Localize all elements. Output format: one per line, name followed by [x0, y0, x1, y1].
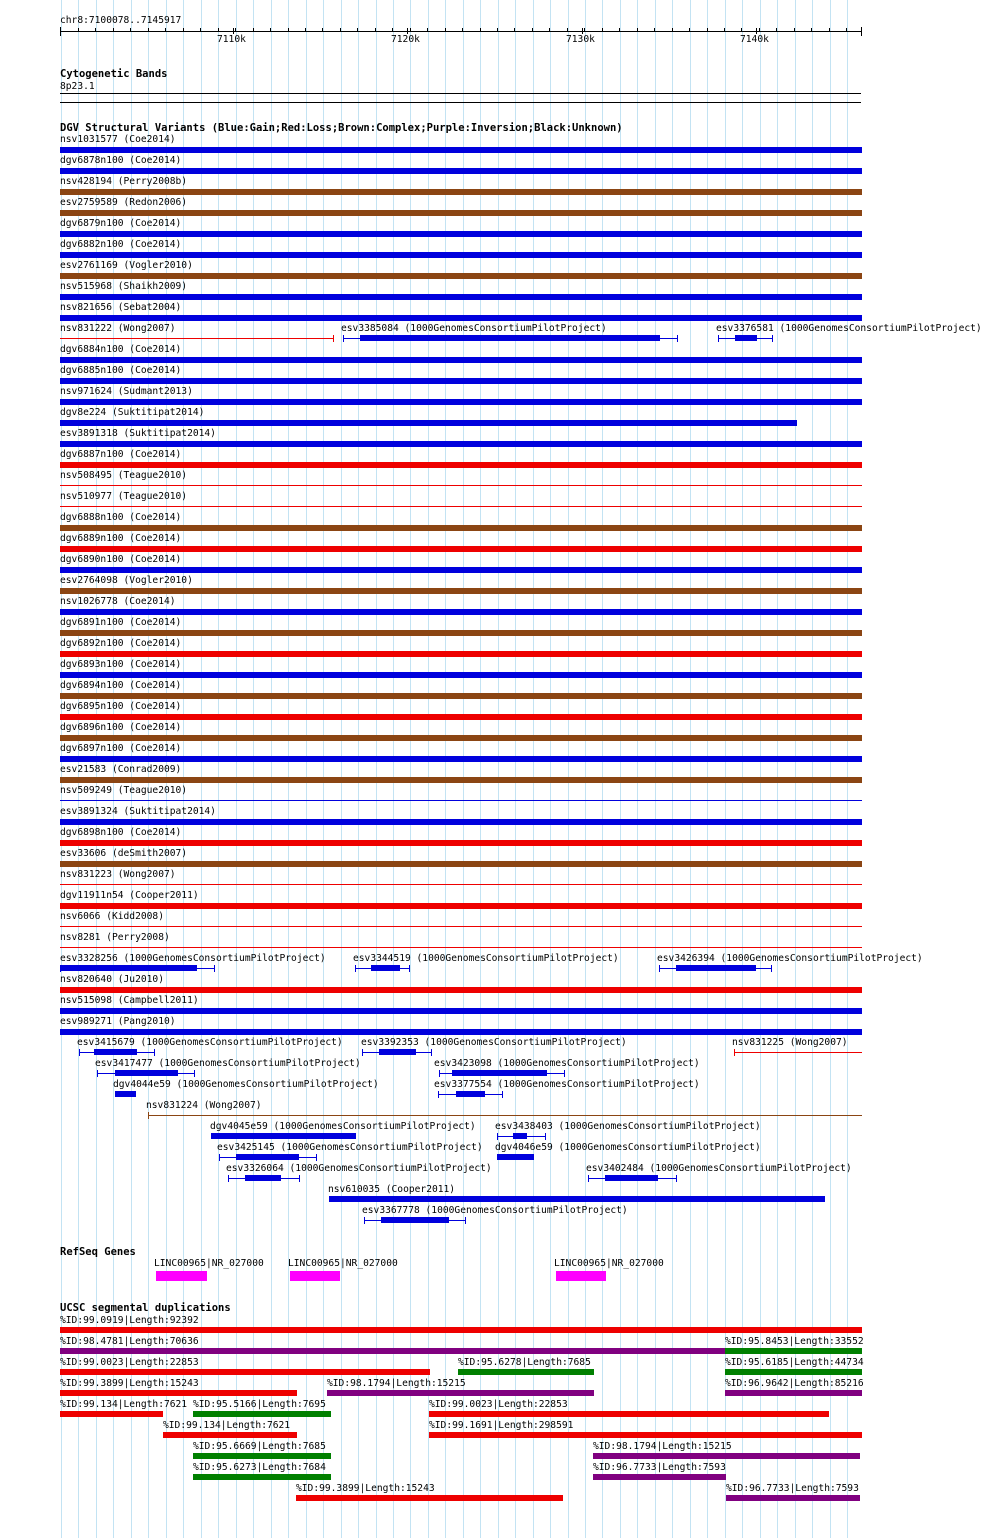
- variant-label[interactable]: nsv831224 (Wong2007): [146, 1100, 262, 1111]
- variant-label[interactable]: dgv6879n100 (Coe2014): [60, 218, 182, 229]
- ruler-minor-tick: [148, 28, 149, 31]
- refseq-track-title: RefSeq Genes: [60, 1246, 136, 1258]
- ruler-minor-tick: [829, 28, 830, 31]
- ruler-minor-tick: [305, 28, 306, 31]
- variant-label[interactable]: dgv11911n54 (Cooper2011): [60, 890, 199, 901]
- variant-label[interactable]: dgv6897n100 (Coe2014): [60, 743, 182, 754]
- ruler-minor-tick: [759, 28, 760, 31]
- segdup-bar[interactable]: [725, 1348, 862, 1354]
- ruler-minor-tick: [427, 28, 428, 31]
- variant-end[interactable]: [228, 1175, 229, 1182]
- variant-bar[interactable]: [60, 777, 862, 783]
- variant-bar[interactable]: [497, 1154, 534, 1160]
- variant-label[interactable]: nsv610035 (Cooper2011): [328, 1184, 456, 1195]
- ruler-tick-label: 7130k: [566, 34, 595, 45]
- variant-label[interactable]: esv3438403 (1000GenomesConsortiumPilotProject): [495, 1121, 761, 1132]
- ruler-minor-tick: [183, 28, 184, 31]
- ruler-minor-tick: [532, 28, 533, 31]
- ruler-minor-tick: [288, 28, 289, 31]
- variant-bar[interactable]: [452, 1070, 547, 1076]
- ruler-minor-tick: [165, 28, 166, 31]
- variant-end[interactable]: [194, 1070, 195, 1077]
- ruler-minor-tick: [270, 28, 271, 31]
- ruler-minor-tick: [375, 28, 376, 31]
- variant-bar[interactable]: [60, 819, 862, 825]
- variant-bar[interactable]: [60, 672, 862, 678]
- variant-label[interactable]: esv3415679 (1000GenomesConsortiumPilotProject): [77, 1037, 343, 1048]
- segdup-label[interactable]: %ID:99.1691|Length:298591: [429, 1420, 574, 1431]
- segdup-bar[interactable]: [593, 1453, 860, 1459]
- variant-label[interactable]: dgv6893n100 (Coe2014): [60, 659, 182, 670]
- variant-end[interactable]: [772, 335, 773, 342]
- variant-label[interactable]: dgv6891n100 (Coe2014): [60, 617, 182, 628]
- ruler-minor-tick: [113, 28, 114, 31]
- variant-label[interactable]: nsv8281 (Perry2008): [60, 932, 170, 943]
- variant-label[interactable]: nsv509249 (Teague2010): [60, 785, 188, 796]
- variant-bar[interactable]: [360, 335, 660, 341]
- variant-bar[interactable]: [60, 357, 862, 363]
- segdup-bar[interactable]: [296, 1495, 563, 1501]
- variant-bar[interactable]: [60, 947, 862, 948]
- segdup-track-title: UCSC segmental duplications: [60, 1302, 231, 1314]
- segdup-bar[interactable]: [725, 1390, 862, 1396]
- variant-bar[interactable]: [513, 1133, 527, 1139]
- variant-bar[interactable]: [60, 735, 862, 741]
- ruler-minor-tick: [846, 28, 847, 31]
- variant-end[interactable]: [439, 1070, 440, 1077]
- ruler-minor-tick: [637, 28, 638, 31]
- variant-end[interactable]: [502, 1091, 503, 1098]
- ruler-tick-label: 7120k: [391, 34, 420, 45]
- variant-bar[interactable]: [60, 399, 862, 405]
- gene-bar[interactable]: [156, 1271, 207, 1281]
- variant-bar[interactable]: [371, 965, 400, 971]
- variant-label[interactable]: dgv4044e59 (1000GenomesConsortiumPilotProject): [113, 1079, 379, 1090]
- variant-label[interactable]: esv3425145 (1000GenomesConsortiumPilotProject): [217, 1142, 483, 1153]
- ruler-minor-tick: [445, 28, 446, 31]
- variant-bar[interactable]: [60, 861, 862, 867]
- segdup-bar[interactable]: [458, 1369, 594, 1375]
- variant-end[interactable]: [219, 1154, 220, 1161]
- variant-bar[interactable]: [381, 1217, 449, 1223]
- variant-end[interactable]: [364, 1217, 365, 1224]
- variant-label[interactable]: dgv8e224 (Suktitipat2014): [60, 407, 205, 418]
- segdup-bar[interactable]: [60, 1411, 163, 1417]
- ruler-minor-tick: [410, 28, 411, 31]
- segdup-label[interactable]: %ID:96.7733|Length:7593: [593, 1462, 726, 1473]
- gene-label[interactable]: LINC00965|NR_027000: [288, 1258, 398, 1269]
- ruler-minor-tick: [672, 28, 673, 31]
- variant-label[interactable]: dgv6887n100 (Coe2014): [60, 449, 182, 460]
- variant-end[interactable]: [79, 1049, 80, 1056]
- variant-label[interactable]: esv3377554 (1000GenomesConsortiumPilotProject): [434, 1079, 700, 1090]
- variant-bar[interactable]: [60, 987, 862, 993]
- variant-label[interactable]: dgv6898n100 (Coe2014): [60, 827, 182, 838]
- variant-bar[interactable]: [60, 840, 862, 846]
- ruler-minor-tick: [340, 28, 341, 31]
- variant-label[interactable]: nsv515098 (Campbell2011): [60, 995, 199, 1006]
- ruler-minor-tick: [497, 28, 498, 31]
- segdup-label[interactable]: %ID:98.1794|Length:15215: [327, 1378, 466, 1389]
- variant-end[interactable]: [588, 1175, 589, 1182]
- variant-bar[interactable]: [60, 315, 862, 321]
- variant-bar[interactable]: [60, 294, 862, 300]
- variant-end[interactable]: [97, 1070, 98, 1077]
- ruler-line: [60, 31, 861, 32]
- variant-bar[interactable]: [60, 651, 862, 657]
- ruler-minor-tick: [235, 28, 236, 31]
- variant-label[interactable]: esv3344519 (1000GenomesConsortiumPilotProject): [353, 953, 619, 964]
- variant-bar[interactable]: [60, 252, 862, 258]
- variant-label[interactable]: nsv831223 (Wong2007): [60, 869, 176, 880]
- ruler-tick-label: 7110k: [217, 34, 246, 45]
- segdup-bar[interactable]: [163, 1432, 297, 1438]
- cytoband-line: [60, 93, 861, 94]
- variant-bar[interactable]: [734, 1052, 862, 1053]
- variant-label[interactable]: esv2759589 (Redon2006): [60, 197, 188, 208]
- segdup-label[interactable]: %ID:96.7733|Length:7593: [726, 1483, 859, 1494]
- variant-label[interactable]: esv3423098 (1000GenomesConsortiumPilotProject): [434, 1058, 700, 1069]
- segdup-bar[interactable]: [725, 1369, 862, 1375]
- variant-label[interactable]: nsv821656 (Sebat2004): [60, 302, 182, 313]
- variant-bar[interactable]: [60, 1008, 862, 1014]
- variant-label[interactable]: esv3891318 (Suktitipat2014): [60, 428, 216, 439]
- variant-bar[interactable]: [115, 1070, 178, 1076]
- variant-bar[interactable]: [148, 1115, 862, 1116]
- variant-label[interactable]: esv2764098 (Vogler2010): [60, 575, 193, 586]
- segdup-label[interactable]: %ID:95.6669|Length:7685: [193, 1441, 326, 1452]
- segdup-label[interactable]: %ID:95.6273|Length:7684: [193, 1462, 326, 1473]
- variant-label[interactable]: nsv1026778 (Coe2014): [60, 596, 176, 607]
- variant-end[interactable]: [497, 1133, 498, 1140]
- variant-end[interactable]: [465, 1217, 466, 1224]
- variant-bar-end[interactable]: [333, 335, 334, 342]
- variant-end[interactable]: [355, 965, 356, 972]
- variant-label[interactable]: esv2761169 (Vogler2010): [60, 260, 193, 271]
- variant-bar[interactable]: [60, 756, 862, 762]
- variant-label[interactable]: nsv831225 (Wong2007): [732, 1037, 848, 1048]
- ruler-minor-tick: [602, 28, 603, 31]
- variant-end[interactable]: [564, 1070, 565, 1077]
- variant-end[interactable]: [409, 965, 410, 972]
- segdup-bar[interactable]: [60, 1369, 430, 1375]
- variant-label[interactable]: esv989271 (Pang2010): [60, 1016, 176, 1027]
- variant-bar[interactable]: [60, 525, 862, 531]
- variant-bar[interactable]: [60, 567, 862, 573]
- segdup-label[interactable]: %ID:99.3899|Length:15243: [60, 1378, 199, 1389]
- gene-bar[interactable]: [556, 1271, 606, 1281]
- variant-bar[interactable]: [60, 441, 862, 447]
- variant-bar[interactable]: [60, 338, 334, 339]
- segdup-bar[interactable]: [193, 1453, 331, 1459]
- variant-label[interactable]: esv3385084 (1000GenomesConsortiumPilotProject): [341, 323, 607, 334]
- variant-label[interactable]: dgv6889n100 (Coe2014): [60, 533, 182, 544]
- ruler-minor-tick: [689, 28, 690, 31]
- segdup-bar[interactable]: [593, 1474, 726, 1480]
- ruler-minor-tick: [811, 28, 812, 31]
- variant-label[interactable]: dgv6878n100 (Coe2014): [60, 155, 182, 166]
- ruler-minor-tick: [567, 28, 568, 31]
- segdup-label[interactable]: %ID:99.134|Length:7621: [163, 1420, 291, 1431]
- cytoband-track-title: Cytogenetic Bands: [60, 68, 168, 80]
- variant-bar[interactable]: [60, 273, 862, 279]
- variant-label[interactable]: dgv6882n100 (Coe2014): [60, 239, 182, 250]
- variant-end[interactable]: [676, 1175, 677, 1182]
- variant-end[interactable]: [154, 1049, 155, 1056]
- variant-end[interactable]: [438, 1091, 439, 1098]
- gene-label[interactable]: LINC00965|NR_027000: [154, 1258, 264, 1269]
- variant-end[interactable]: [148, 1112, 149, 1119]
- segdup-label[interactable]: %ID:99.3899|Length:15243: [296, 1483, 435, 1494]
- variant-bar[interactable]: [60, 609, 862, 615]
- cytoband-line: [60, 102, 861, 103]
- variant-bar[interactable]: [60, 903, 862, 909]
- variant-end[interactable]: [362, 1049, 363, 1056]
- ruler-minor-tick: [707, 28, 708, 31]
- variant-bar[interactable]: [735, 335, 757, 341]
- variant-label[interactable]: dgv6888n100 (Coe2014): [60, 512, 182, 523]
- variant-bar[interactable]: [456, 1091, 485, 1097]
- variant-label[interactable]: nsv510977 (Teague2010): [60, 491, 188, 502]
- variant-label[interactable]: dgv4046e59 (1000GenomesConsortiumPilotProject): [495, 1142, 761, 1153]
- variant-end[interactable]: [659, 965, 660, 972]
- variant-bar[interactable]: [379, 1049, 416, 1055]
- segdup-label[interactable]: %ID:95.5166|Length:7695: [193, 1399, 326, 1410]
- variant-bar[interactable]: [94, 1049, 137, 1055]
- ruler-minor-tick: [514, 28, 515, 31]
- variant-bar[interactable]: [676, 965, 756, 971]
- variant-label[interactable]: dgv6895n100 (Coe2014): [60, 701, 182, 712]
- segdup-label[interactable]: %ID:98.4781|Length:70636: [60, 1336, 199, 1347]
- variant-end[interactable]: [771, 965, 772, 972]
- segdup-bar[interactable]: [60, 1390, 297, 1396]
- variant-label[interactable]: dgv6892n100 (Coe2014): [60, 638, 182, 649]
- ruler-minor-tick: [357, 28, 358, 31]
- ruler-minor-tick: [480, 28, 481, 31]
- variant-end[interactable]: [718, 335, 719, 342]
- segdup-label[interactable]: %ID:95.8453|Length:33552: [725, 1336, 864, 1347]
- variant-bar[interactable]: [60, 189, 862, 195]
- ruler-tick-label: 7140k: [740, 34, 769, 45]
- dgv-track-title: DGV Structural Variants (Blue:Gain;Red:Loss;Brown:Complex;Purple:Inversion;Black:Unknown): [60, 122, 623, 134]
- variant-end[interactable]: [545, 1133, 546, 1140]
- variant-bar[interactable]: [236, 1154, 299, 1160]
- segdup-bar[interactable]: [726, 1495, 860, 1501]
- segdup-label[interactable]: %ID:95.6278|Length:7685: [458, 1357, 591, 1368]
- variant-label[interactable]: esv3402484 (1000GenomesConsortiumPilotProject): [586, 1163, 852, 1174]
- variant-label[interactable]: esv21583 (Conrad2009): [60, 764, 182, 775]
- variant-label[interactable]: nsv428194 (Perry2008b): [60, 176, 188, 187]
- ruler-minor-tick: [619, 28, 620, 31]
- variant-label[interactable]: nsv1031577 (Coe2014): [60, 134, 176, 145]
- variant-label[interactable]: dgv6894n100 (Coe2014): [60, 680, 182, 691]
- variant-bar[interactable]: [60, 168, 862, 174]
- variant-bar[interactable]: [60, 884, 862, 885]
- segdup-label[interactable]: %ID:99.0023|Length:22853: [429, 1399, 568, 1410]
- variant-bar[interactable]: [60, 462, 862, 468]
- ruler-minor-tick: [584, 28, 585, 31]
- cytoband-label[interactable]: 8p23.1: [60, 81, 95, 92]
- variant-bar[interactable]: [60, 588, 862, 594]
- segdup-label[interactable]: %ID:95.6185|Length:44734: [725, 1357, 864, 1368]
- variant-bar[interactable]: [60, 1029, 862, 1035]
- segdup-bar[interactable]: [193, 1474, 331, 1480]
- segdup-label[interactable]: %ID:99.0023|Length:22853: [60, 1357, 199, 1368]
- ruler-minor-tick: [130, 28, 131, 31]
- segdup-bar[interactable]: [429, 1432, 862, 1438]
- variant-bar[interactable]: [245, 1175, 281, 1181]
- ruler-minor-tick: [462, 28, 463, 31]
- variant-bar[interactable]: [60, 546, 862, 552]
- variant-label[interactable]: nsv831222 (Wong2007): [60, 323, 176, 334]
- variant-bar[interactable]: [211, 1133, 356, 1139]
- variant-bar[interactable]: [60, 630, 862, 636]
- variant-label[interactable]: dgv6884n100 (Coe2014): [60, 344, 182, 355]
- variant-end[interactable]: [214, 965, 215, 972]
- ruler-minor-tick: [794, 28, 795, 31]
- ruler-end-tick-right: [861, 27, 862, 36]
- variant-end[interactable]: [677, 335, 678, 342]
- segdup-label[interactable]: %ID:98.1794|Length:15215: [593, 1441, 732, 1452]
- variant-bar[interactable]: [60, 231, 862, 237]
- ruler-minor-tick: [322, 28, 323, 31]
- variant-label[interactable]: nsv515968 (Shaikh2009): [60, 281, 188, 292]
- region-label: chr8:7100078..7145917: [60, 15, 182, 26]
- variant-label[interactable]: esv3328256 (1000GenomesConsortiumPilotProject): [60, 953, 326, 964]
- gene-label[interactable]: LINC00965|NR_027000: [554, 1258, 664, 1269]
- variant-label[interactable]: esv3417477 (1000GenomesConsortiumPilotProject): [95, 1058, 361, 1069]
- variant-label[interactable]: esv33606 (deSmith2007): [60, 848, 188, 859]
- variant-bar[interactable]: [60, 506, 862, 507]
- ruler-end-tick-left: [60, 27, 61, 36]
- segdup-label[interactable]: %ID:99.134|Length:7621: [60, 1399, 188, 1410]
- variant-bar[interactable]: [115, 1091, 136, 1097]
- variant-bar[interactable]: [60, 693, 862, 699]
- variant-bar[interactable]: [329, 1196, 825, 1202]
- ruler-minor-tick: [549, 28, 550, 31]
- variant-label[interactable]: dgv4045e59 (1000GenomesConsortiumPilotProject): [210, 1121, 476, 1132]
- variant-label[interactable]: dgv6885n100 (Coe2014): [60, 365, 182, 376]
- variant-end[interactable]: [431, 1049, 432, 1056]
- variant-end[interactable]: [343, 335, 344, 342]
- ruler-minor-tick: [95, 28, 96, 31]
- variant-label[interactable]: dgv6896n100 (Coe2014): [60, 722, 182, 733]
- segdup-bar[interactable]: [429, 1411, 829, 1417]
- variant-bar[interactable]: [60, 926, 862, 927]
- segdup-bar[interactable]: [60, 1348, 725, 1354]
- variant-label[interactable]: esv3326064 (1000GenomesConsortiumPilotProject): [226, 1163, 492, 1174]
- ruler-minor-tick: [200, 28, 201, 31]
- variant-bar[interactable]: [60, 420, 797, 426]
- variant-bar[interactable]: [60, 714, 862, 720]
- variant-end[interactable]: [316, 1154, 317, 1161]
- variant-label[interactable]: nsv820640 (Ju2010): [60, 974, 164, 985]
- variant-end[interactable]: [299, 1175, 300, 1182]
- variant-label[interactable]: esv3392353 (1000GenomesConsortiumPilotProject): [361, 1037, 627, 1048]
- variant-bar[interactable]: [60, 378, 862, 384]
- ruler-minor-tick: [392, 28, 393, 31]
- segdup-label[interactable]: %ID:96.9642|Length:85216: [725, 1378, 864, 1389]
- variant-bar[interactable]: [60, 800, 862, 801]
- gene-bar[interactable]: [290, 1271, 340, 1281]
- variant-bar[interactable]: [60, 485, 862, 486]
- variant-label[interactable]: nsv971624 (Sudmant2013): [60, 386, 193, 397]
- variant-label[interactable]: esv3367778 (1000GenomesConsortiumPilotProject): [362, 1205, 628, 1216]
- segdup-bar[interactable]: [327, 1390, 594, 1396]
- segdup-bar[interactable]: [60, 1327, 862, 1333]
- variant-label[interactable]: dgv6890n100 (Coe2014): [60, 554, 182, 565]
- variant-end[interactable]: [734, 1049, 735, 1056]
- ruler-minor-tick: [253, 28, 254, 31]
- ruler-minor-tick: [654, 28, 655, 31]
- variant-bar[interactable]: [60, 147, 862, 153]
- ruler-minor-tick: [724, 28, 725, 31]
- variant-label[interactable]: esv3891324 (Suktitipat2014): [60, 806, 216, 817]
- variant-label[interactable]: nsv508495 (Teague2010): [60, 470, 188, 481]
- ruler-minor-tick: [776, 28, 777, 31]
- ruler-minor-tick: [78, 28, 79, 31]
- segdup-label[interactable]: %ID:99.0919|Length:92392: [60, 1315, 199, 1326]
- ruler-minor-tick: [741, 28, 742, 31]
- variant-label[interactable]: nsv6066 (Kidd2008): [60, 911, 164, 922]
- ruler-minor-tick: [218, 28, 219, 31]
- variant-bar[interactable]: [60, 210, 862, 216]
- segdup-bar[interactable]: [193, 1411, 331, 1417]
- variant-label[interactable]: esv3376581 (1000GenomesConsortiumPilotProject): [716, 323, 982, 334]
- variant-bar[interactable]: [605, 1175, 658, 1181]
- variant-label[interactable]: esv3426394 (1000GenomesConsortiumPilotProject): [657, 953, 923, 964]
- variant-bar[interactable]: [60, 965, 197, 971]
